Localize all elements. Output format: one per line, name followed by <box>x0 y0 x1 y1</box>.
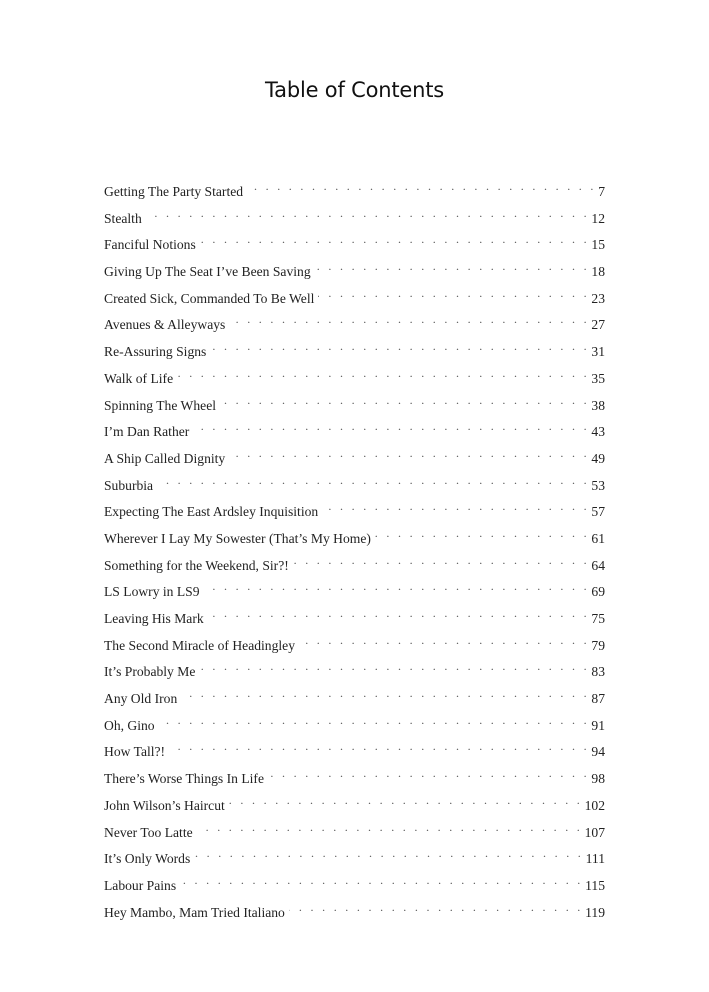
toc-entry-page-number: 102 <box>584 797 605 813</box>
dot-leader <box>157 470 589 490</box>
dot-leader <box>229 443 589 463</box>
dot-leader <box>322 496 589 516</box>
toc-entry-page-number: 111 <box>585 851 605 867</box>
toc-entry-title: Suburbia <box>104 477 154 493</box>
dot-leader <box>169 736 589 756</box>
toc-entry-page-number: 31 <box>591 344 605 360</box>
toc-entry[interactable] <box>104 550 605 577</box>
toc-entry-page-number: 119 <box>585 904 605 920</box>
dot-leader <box>180 870 583 890</box>
toc-entry[interactable] <box>104 683 605 710</box>
toc-entry-title: Walk of Life <box>104 370 174 386</box>
dot-leader <box>299 630 589 650</box>
toc-entry-page-number: 35 <box>591 370 605 386</box>
toc-entry-page-number: 98 <box>591 771 605 787</box>
toc-entry[interactable] <box>104 309 605 336</box>
toc-entry-page-number: 7 <box>598 184 605 199</box>
toc-entry-page-number: 87 <box>591 691 605 707</box>
toc-entry-page-number: 12 <box>591 210 605 226</box>
dot-leader <box>210 336 589 356</box>
toc-entry-page-number: 115 <box>585 877 605 893</box>
dot-leader <box>229 309 589 329</box>
toc-entry-title: Hey Mambo, Mam Tried Italiano <box>104 904 285 920</box>
toc-entry[interactable] <box>104 390 605 417</box>
toc-entry-title: John Wilson’s Haircut <box>104 797 225 813</box>
toc-entry[interactable] <box>104 283 605 310</box>
dot-leader <box>199 656 589 676</box>
toc-entry-title: Getting The Party Started <box>104 184 244 199</box>
toc-list <box>104 176 605 923</box>
dot-leader <box>177 363 589 383</box>
toc-entry-title: How Tall?! <box>104 744 166 760</box>
toc-entry-title: Never Too Latte <box>104 824 193 840</box>
toc-entry-title: Re-Assuring Signs <box>104 344 207 360</box>
toc-entry-page-number: 75 <box>591 611 605 626</box>
toc-entry[interactable] <box>104 416 605 443</box>
toc-entry-page-number: 91 <box>591 717 605 733</box>
toc-entry-page-number: 107 <box>584 824 605 840</box>
toc-entry-page-number: 38 <box>591 397 605 413</box>
toc-entry[interactable] <box>104 870 605 897</box>
dot-leader <box>159 710 590 730</box>
toc-entry[interactable] <box>104 843 605 870</box>
toc-entry-title: Oh, Gino <box>104 717 155 733</box>
toc-entry-title: The Second Miracle of Headingley <box>104 637 295 653</box>
dot-leader <box>289 897 583 917</box>
toc-entry[interactable] <box>104 897 605 924</box>
toc-entry[interactable] <box>104 763 605 790</box>
dot-leader <box>247 176 596 196</box>
toc-entry-page-number: 94 <box>591 744 605 760</box>
toc-entry-title: Wherever I Lay My Sowester (That’s My Home) <box>104 530 371 546</box>
toc-entry-title: There’s Worse Things In Life <box>104 771 264 787</box>
dot-leader <box>208 603 590 623</box>
toc-entry[interactable] <box>104 470 605 497</box>
dot-leader <box>197 817 583 837</box>
toc-entry[interactable] <box>104 443 605 470</box>
dot-leader <box>193 416 589 436</box>
toc-entry[interactable] <box>104 710 605 737</box>
toc-entry[interactable] <box>104 336 605 363</box>
toc-entry-page-number: 69 <box>591 584 605 600</box>
toc-entry-title: It’s Only Words <box>104 851 191 867</box>
toc-entry-title: Avenues & Alleyways <box>104 317 226 333</box>
dot-leader <box>181 683 589 703</box>
dot-leader <box>315 256 590 276</box>
toc-entry-page-number: 27 <box>591 317 605 333</box>
toc-entry-title: Giving Up The Seat I’ve Been Saving <box>104 264 311 280</box>
toc-entry-title: A Ship Called Dignity <box>104 450 226 466</box>
page-title: Table of Contents <box>265 78 444 102</box>
dot-leader <box>318 283 589 303</box>
toc-entry[interactable] <box>104 576 605 603</box>
dot-leader <box>194 843 583 863</box>
toc-entry-title: LS Lowry in LS9 <box>104 584 200 600</box>
dot-leader <box>146 203 590 223</box>
toc-entry-page-number: 15 <box>591 237 605 253</box>
toc-entry[interactable] <box>104 523 605 550</box>
dot-leader <box>293 550 590 570</box>
toc-entry[interactable] <box>104 630 605 657</box>
toc-entry-title: Any Old Iron <box>104 691 178 707</box>
toc-entry-title: It’s Probably Me <box>104 664 196 680</box>
toc-entry-title: Labour Pains <box>104 877 177 893</box>
toc-entry[interactable] <box>104 229 605 256</box>
toc-entry-page-number: 79 <box>591 637 605 653</box>
toc-entry[interactable] <box>104 603 605 630</box>
dot-leader <box>375 523 590 543</box>
toc-entry-title: Created Sick, Commanded To Be Well <box>104 290 315 306</box>
toc-entry[interactable] <box>104 736 605 763</box>
toc-entry[interactable] <box>104 363 605 390</box>
toc-entry[interactable] <box>104 656 605 683</box>
toc-entry-page-number: 64 <box>591 557 605 573</box>
dot-leader <box>204 576 590 596</box>
toc-entry-title: Stealth <box>104 210 142 226</box>
dot-leader <box>268 763 589 783</box>
toc-entry-page-number: 23 <box>591 290 605 306</box>
toc-entry-page-number: 61 <box>591 530 605 546</box>
toc-entry[interactable] <box>104 256 605 283</box>
toc-entry[interactable] <box>104 176 605 203</box>
toc-entry-title: Fanciful Notions <box>104 237 196 253</box>
toc-entry-page-number: 43 <box>591 424 605 440</box>
dot-leader <box>229 790 583 810</box>
toc-entry[interactable] <box>104 790 605 817</box>
toc-entry[interactable] <box>104 817 605 844</box>
toc-entry[interactable] <box>104 496 605 523</box>
toc-entry-page-number: 49 <box>591 450 605 466</box>
toc-entry-title: Something for the Weekend, Sir?! <box>104 557 289 573</box>
dot-leader <box>200 229 590 249</box>
toc-entry-title: Expecting The East Ardsley Inquisition <box>104 504 319 520</box>
dot-leader <box>220 390 589 410</box>
toc-entry-page-number: 18 <box>591 264 605 280</box>
toc-entry[interactable] <box>104 203 605 230</box>
toc-entry-title: I’m Dan Rather <box>104 424 190 440</box>
toc-entry-title: Spinning The Wheel <box>104 397 217 413</box>
toc-entry-page-number: 83 <box>591 664 605 680</box>
toc-entry-title: Leaving His Mark <box>104 611 204 626</box>
toc-entry-page-number: 57 <box>591 504 605 520</box>
toc-entry-page-number: 53 <box>591 477 605 493</box>
